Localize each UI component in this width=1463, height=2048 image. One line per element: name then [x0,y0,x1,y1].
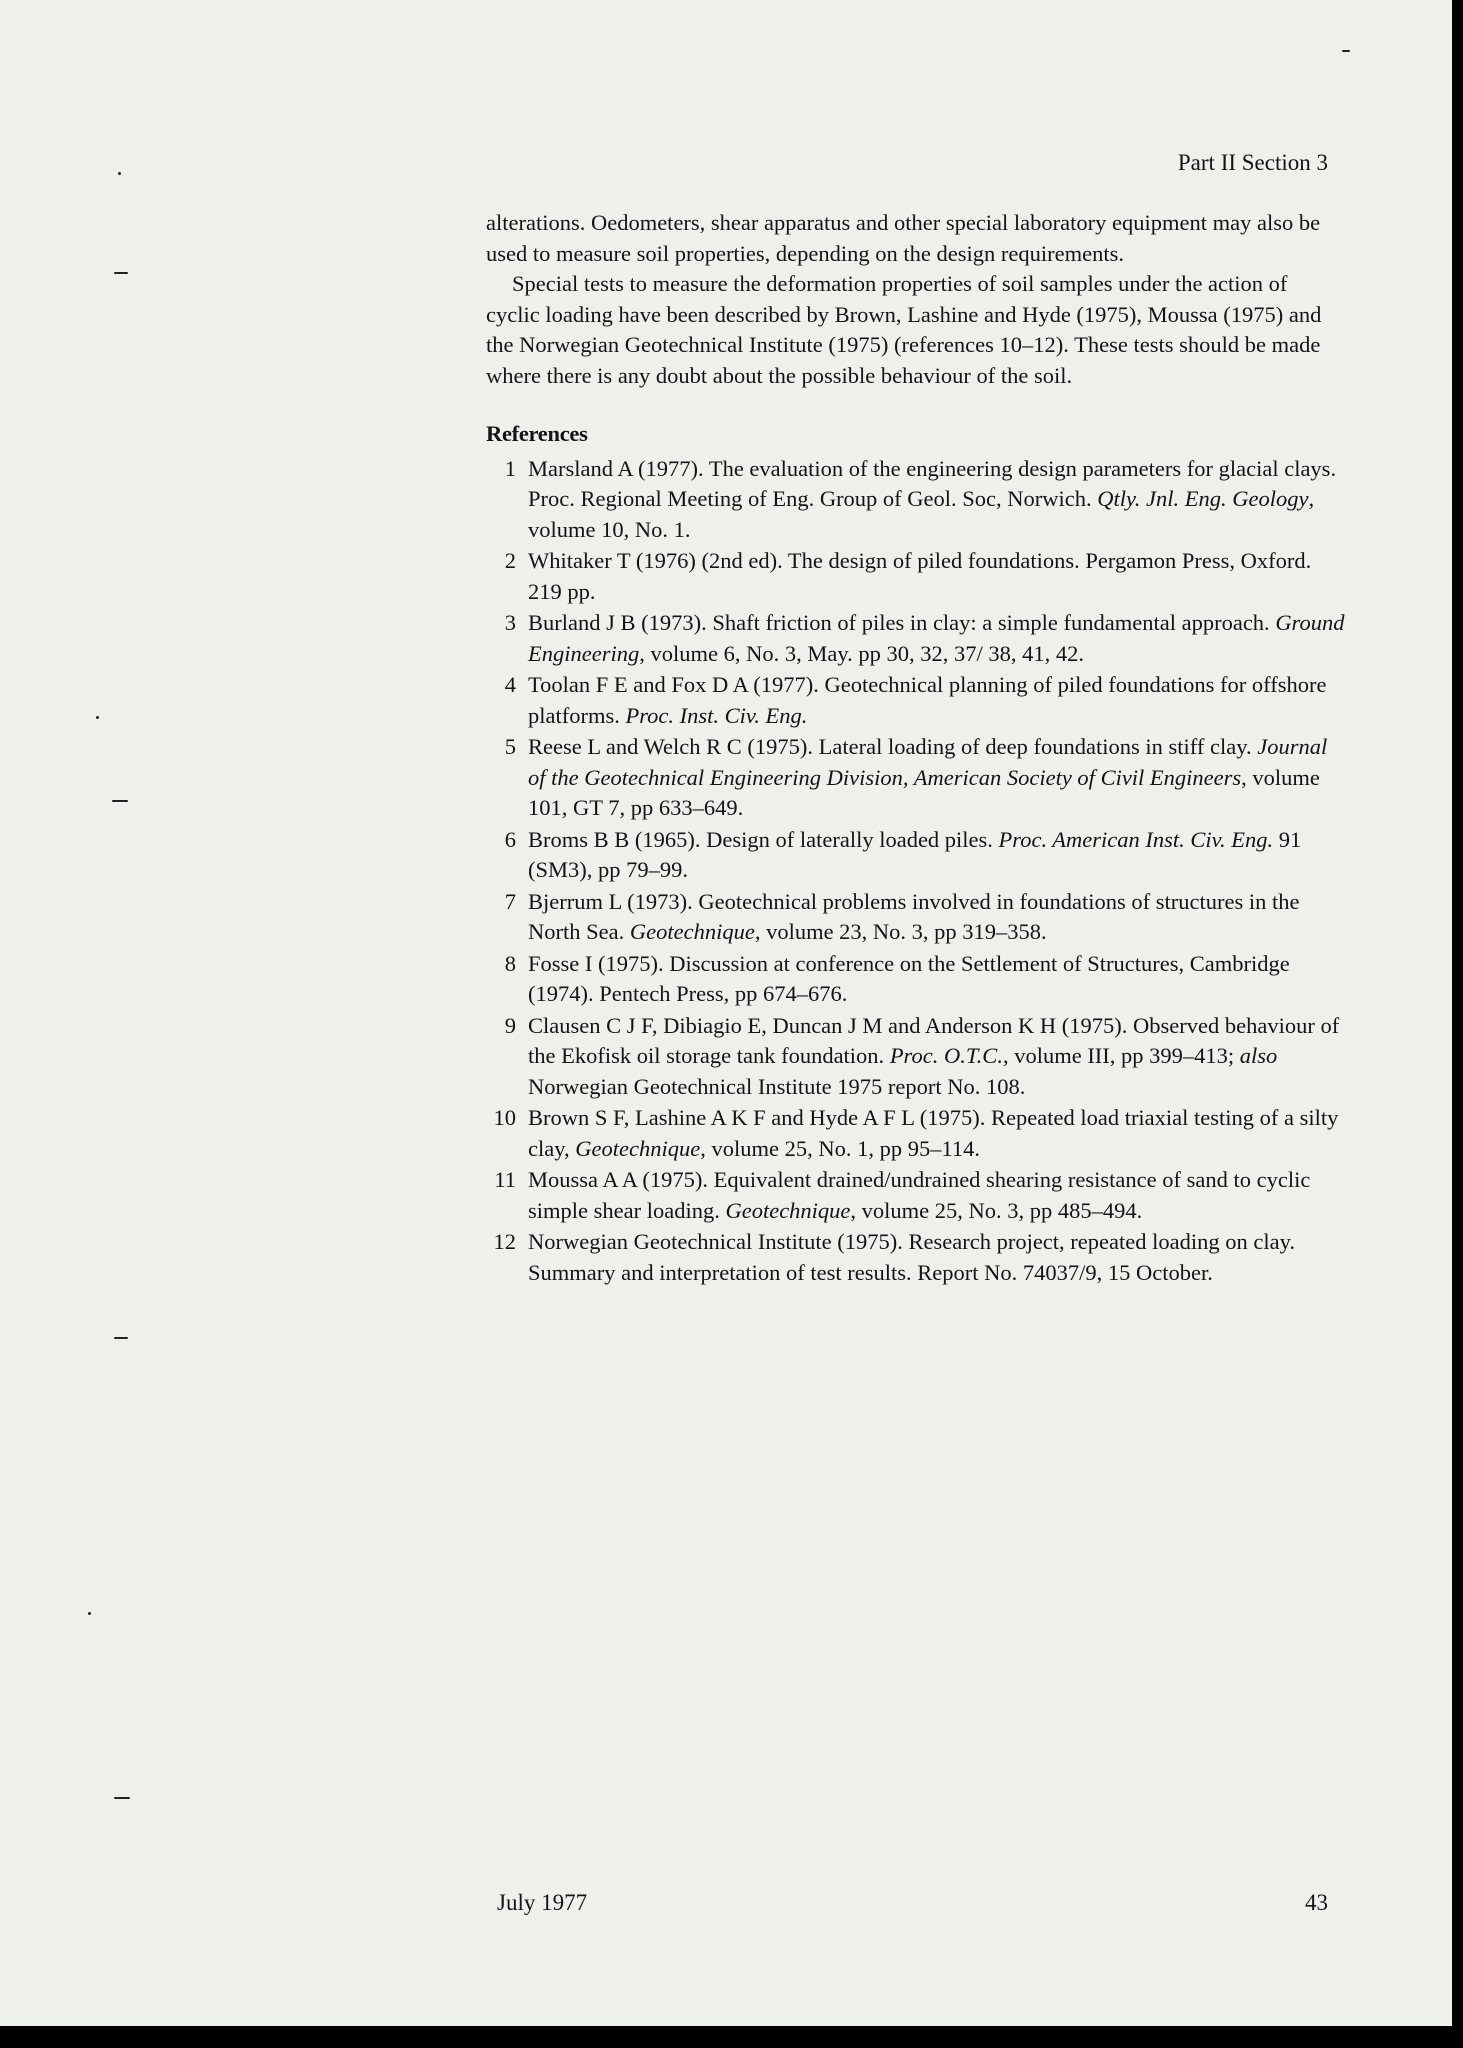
reference-number: 5 [504,734,516,759]
reference-text [528,889,1299,945]
scan-speck [112,800,128,802]
reference-italic-segment: Geotechnique [575,1135,701,1161]
reference-segment: , volume 25, No. 3, pp 485–494. [850,1197,1143,1223]
scan-speck [114,1337,128,1339]
reference-item [486,454,1346,546]
reference-segment: 91 (SM3), pp 79–99. [528,826,1302,882]
reference-segment: Fosse I (1975). Discussion at conference on the Settlement of Structures, Cambridge (1974). Pentech Press, pp 674–676. [528,950,1290,1006]
reference-segment: Whitaker T (1976) (2nd ed). The design of piled foundations. Pergamon Press, Oxford. 219 pp. [528,548,1312,604]
reference-number: 11 [494,1167,516,1192]
reference-text [528,1167,1310,1223]
reference-item [486,1103,1346,1164]
reference-italic-segment: Journal of the Geotechnical Engineering Division, American Society of Civil Engineers [528,734,1328,790]
reference-number: 4 [504,672,516,697]
reference-text [528,1229,1295,1285]
reference-italic-segment: Ground Engineering [528,610,1345,666]
reference-text [528,610,1344,666]
reference-segment: , volume 6, No. 3, May. pp 30, 32, 37/ 38, 41, 42. [639,640,1085,666]
scan-speck [88,1612,91,1615]
scan-speck [96,716,99,719]
reference-segment: Marsland A (1977). The evaluation of the engineering design parameters for glacial clays. Proc. Regional Meeting of Eng. Group of Geol. Soc, Norwich. [528,455,1337,511]
reference-item [486,825,1346,886]
reference-segment: Burland J B (1973). Shaft friction of piles in clay: a simple fundamental approach. [528,610,1276,635]
reference-segment: , volume 10, No. 1. [528,486,1315,542]
paragraph-cyclic-tests: Special tests to measure the deformation properties of soil samples under the action of cyclic loading have been described by Brown, Lashine and Hyde (1975), Moussa (1975) and the Norwegian Geotechnical Institute (1975) (references 10–12). These tests should be made where there is any doubt about the possible behaviour of the soil. [486,271,1322,388]
reference-italic-segment: Geotechnique [629,919,755,944]
reference-item [486,887,1346,948]
reference-segment: Reese L and Welch R C (1975). Lateral loading of deep foundations in stiff clay. [528,734,1258,759]
reference-number: 10 [493,1105,516,1130]
reference-number: 3 [504,610,516,635]
reference-item [486,608,1346,669]
reference-item [486,949,1346,1010]
reference-item [486,670,1346,731]
reference-italic-segment: Geotechnique [725,1197,851,1223]
body-text [486,208,1346,1289]
reference-text [528,456,1336,542]
section-header: Part II Section 3 [1177,150,1328,175]
reference-segment: , volume 23, No. 3, pp 319–358. [754,919,1047,944]
reference-segment: , volume 25, No. 1, pp 95–114. [700,1135,980,1161]
reference-number: 7 [504,888,516,914]
reference-number: 8 [504,950,516,976]
reference-segment: Broms B B (1965). Design of laterally loaded piles. [528,826,999,852]
reference-segment: Clausen C J F, Dibiagio E, Duncan J M and Anderson K H (1975). Observed behaviour of the Ekofisk oil storage tank foundation. [528,1012,1340,1068]
reference-segment: , volume III, pp 399–413; [1002,1043,1240,1068]
scan-speck [114,272,128,274]
reference-number: 1 [504,455,516,481]
reference-number: 6 [504,826,516,852]
reference-segment: Norwegian Geotechnical Institute 1975 report No. 108. [528,1073,1026,1099]
scan-speck [114,1797,130,1799]
reference-segment: Brown S F, Lashine A K F and Hyde A F L (1975). Repeated load triaxial testing of a silty clay, [528,1105,1339,1161]
reference-segment: Moussa A A (1975). Equivalent drained/undrained shearing resistance of sand to cyclic simple shear loading. [528,1167,1311,1223]
reference-number: 9 [504,1012,516,1038]
reference-italic-segment: Qtly. Jnl. Eng. Geology [1097,486,1309,511]
reference-italic-segment: also [1239,1043,1278,1068]
reference-text [528,672,1327,728]
reference-list [486,454,1346,1289]
reference-italic-segment: Proc. American Inst. Civ. Eng. [998,826,1274,852]
scan-speck [1342,50,1350,52]
reference-number: 2 [504,548,516,573]
reference-item [486,1165,1346,1226]
references-heading: References [486,421,588,446]
reference-item [486,732,1346,824]
reference-item [486,1227,1346,1288]
reference-text [528,951,1290,1007]
reference-italic-segment: Proc. O.T.C. [889,1043,1003,1068]
reference-segment: Bjerrum L (1973). Geotechnical problems involved in foundations of structures in the North Sea. [528,888,1300,944]
reference-item [486,1011,1346,1103]
scan-speck [118,172,121,175]
reference-item [486,546,1346,607]
reference-italic-segment: Proc. Inst. Civ. Eng. [625,702,808,728]
reference-text [528,548,1311,604]
page-number: 43 [1305,1890,1328,1915]
reference-text [528,1013,1339,1099]
reference-text [528,827,1301,883]
reference-segment: Norwegian Geotechnical Institute (1975). Research project, repeated loading on clay. Summary and interpretation of test results. Report No. 74037/9, 15 October. [528,1229,1295,1285]
reference-number: 12 [493,1229,516,1254]
reference-segment: Toolan F E and Fox D A (1977). Geotechnical planning of piled foundations for offshore platforms. [528,672,1327,728]
reference-segment: , volume 101, GT 7, pp 633–649. [528,764,1320,820]
paragraph-continuation: alterations. Oedometers, shear apparatus and other special laboratory equipment may also be used to measure soil properties, depending on the design requirements. [486,210,1321,266]
reference-text [528,1105,1338,1161]
footer-date: July 1977 [497,1890,588,1915]
reference-text [528,734,1327,820]
